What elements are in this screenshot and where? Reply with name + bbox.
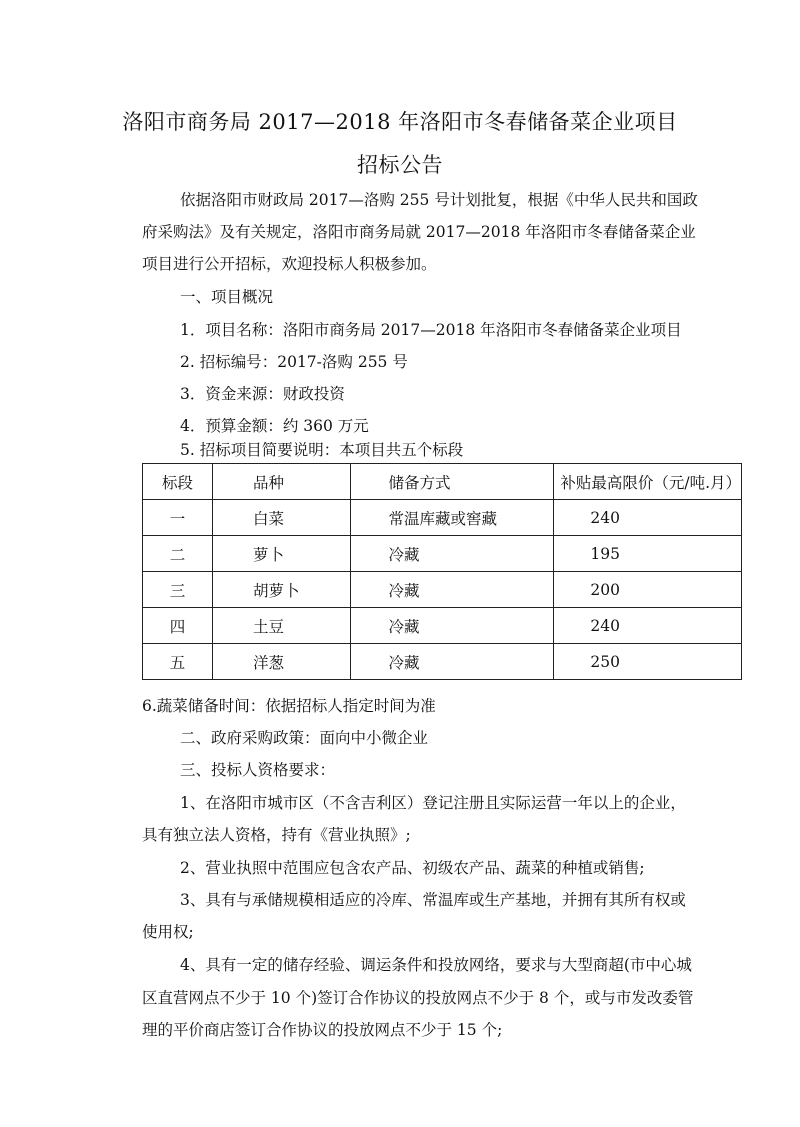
table-cell: 200: [554, 572, 742, 608]
table-cell: 冷藏: [350, 644, 554, 680]
intro-line: 依据洛阳市财政局 2017—洛购 255 号计划批复，根据《中华人民共和国政: [180, 191, 698, 209]
table-cell: 195: [554, 536, 742, 572]
table-cell: 四: [143, 608, 213, 644]
table-cell: 五: [143, 644, 213, 680]
table-cell: 土豆: [212, 608, 350, 644]
table-row: [143, 536, 742, 572]
requirement-line: 3、具有与承储规模相适应的冷库、常温库或生产基地，并拥有其所有权或: [180, 891, 686, 909]
table-row: [143, 608, 742, 644]
document-subtitle: 招标公告: [357, 153, 443, 177]
storage-time-line: 6.蔬菜储备时间：依据招标人指定时间为准: [142, 697, 436, 715]
table-cell: 胡萝卜: [212, 572, 350, 608]
table-cell: 240: [554, 608, 742, 644]
overview-item: 2. 招标编号：2017-洛购 255 号: [180, 353, 408, 371]
table-cell: 二: [143, 536, 213, 572]
section-heading-overview: 一、项目概况: [180, 288, 274, 306]
table-cell: 一: [143, 500, 213, 536]
requirement-line: 理的平价商店签订合作协议的投放网点不少于 15 个;: [142, 1021, 503, 1039]
overview-item: 3．资金来源：财政投资: [180, 385, 345, 403]
table-cell: 萝卜: [212, 536, 350, 572]
table-header-cell: 储备方式: [350, 464, 554, 500]
table-cell: 250: [554, 644, 742, 680]
overview-item: 1．项目名称：洛阳市商务局 2017—2018 年洛阳市冬春储备菜企业项目: [180, 321, 682, 339]
table-row: [143, 644, 742, 680]
document-title: 洛阳市商务局 2017—2018 年洛阳市冬春储备菜企业项目: [122, 110, 678, 134]
overview-item: 4．预算金额：约 360 万元: [180, 417, 369, 435]
table-cell: 白菜: [212, 500, 350, 536]
table-cell: 冷藏: [350, 608, 554, 644]
section-heading-qualifications: 三、投标人资格要求：: [180, 761, 336, 779]
table-cell: 240: [554, 500, 742, 536]
bid-sections-table: [142, 463, 742, 680]
table-header-cell: 品种: [212, 464, 350, 500]
intro-line: 项目进行公开招标，欢迎投标人积极参加。: [142, 255, 437, 273]
overview-item: 5. 招标项目简要说明：本项目共五个标段: [180, 441, 464, 459]
table-cell: 洋葱: [212, 644, 350, 680]
intro-line: 府采购法》及有关规定，洛阳市商务局就 2017—2018 年洛阳市冬春储备菜企业: [142, 223, 696, 241]
table-cell: 冷藏: [350, 536, 554, 572]
requirement-line: 2、营业执照中范围应包含农产品、初级农产品、蔬菜的种植或销售;: [180, 859, 645, 877]
table-cell: 常温库藏或窖藏: [350, 500, 554, 536]
requirement-line: 区直营网点不少于 10 个)签订合作协议的投放网点不少于 8 个，或与市发改委管: [142, 989, 694, 1007]
table-header-row: [143, 464, 742, 500]
table-header-cell: 补贴最高限价（元/吨.月）: [554, 464, 742, 500]
requirement-line: 4、具有一定的储存经验、调运条件和投放网络，要求与大型商超(市中心城: [180, 956, 692, 974]
requirement-line: 1、在洛阳市城市区（不含吉利区）登记注册且实际运营一年以上的企业，: [180, 794, 686, 812]
table-cell: 三: [143, 572, 213, 608]
table-row: [143, 572, 742, 608]
table-header-cell: 标段: [143, 464, 213, 500]
requirement-line: 使用权;: [142, 923, 194, 941]
requirement-line: 具有独立法人资格，持有《营业执照》;: [142, 826, 411, 844]
table-cell: 冷藏: [350, 572, 554, 608]
table-row: [143, 500, 742, 536]
section-heading-policy: 二、政府采购政策：面向中小微企业: [180, 729, 429, 747]
